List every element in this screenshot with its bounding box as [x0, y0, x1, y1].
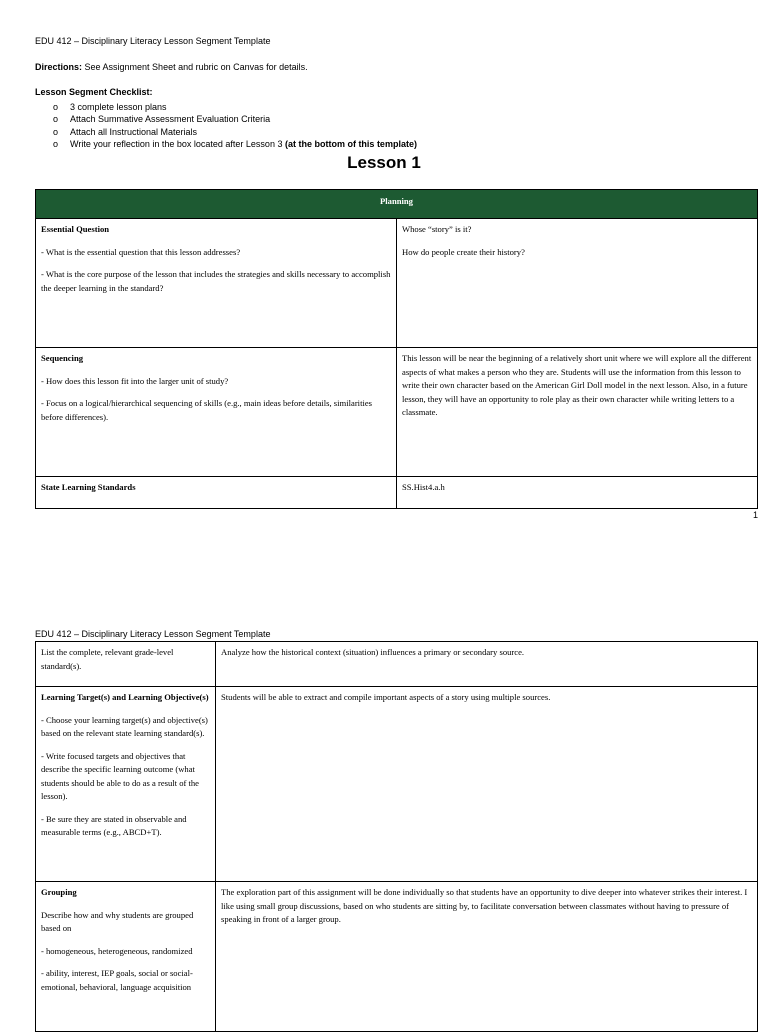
prompt-text: - How does this lesson fit into the larger unit of study?: [41, 375, 229, 386]
bullet-marker: o: [53, 126, 59, 137]
directions-text: See Assignment Sheet and rubric on Canvas for details.: [82, 62, 308, 72]
template-row: [36, 477, 758, 509]
template-row: [36, 642, 758, 687]
directions-label: Directions:: [35, 62, 83, 72]
prompt-text: List the complete, relevant grade-level standard(s).: [41, 647, 174, 671]
page-number: 1: [753, 510, 759, 520]
response-text: SS.Hist4.a.h: [402, 482, 445, 492]
checklist-title: Lesson Segment Checklist:: [35, 87, 153, 97]
response-text: How do people create their history?: [402, 246, 525, 257]
template-row: [36, 687, 758, 882]
document-header-page-2: EDU 412 – Disciplinary Literacy Lesson Segment Template: [35, 629, 271, 639]
document-header: EDU 412 – Disciplinary Literacy Lesson Segment Template: [35, 36, 271, 46]
bullet-marker: o: [53, 138, 59, 149]
template-row: [36, 882, 758, 1032]
prompt-text: - homogeneous, heterogeneous, randomized: [41, 945, 193, 956]
prompt-text: - What is the core purpose of the lesson that includes the strategies and skills necessary to accomplish the deeper learning in the standard?: [41, 269, 391, 293]
bullet-marker: o: [53, 102, 59, 112]
checklist-item-text: Attach all Instructional Materials: [70, 126, 198, 137]
bullet-marker: o: [53, 114, 59, 125]
prompt-cell: [36, 219, 397, 348]
checklist-item-text: Write your reflection in the box located after Lesson 3: [70, 138, 285, 149]
prompt-text: - What is the essential question that this lesson addresses?: [41, 246, 241, 257]
checklist-item: [53, 113, 417, 125]
planning-band-row: [36, 190, 758, 219]
prompt-text: - Choose your learning target(s) and objective(s) based on the relevant state learning standard(s).: [41, 714, 208, 738]
row-heading: Learning Target(s) and Learning Objective(s): [41, 692, 209, 702]
prompt-text: - Be sure they are stated in observable and measurable terms (e.g., ABCD+T).: [41, 813, 187, 837]
response-cell[interactable]: [216, 642, 758, 687]
response-text: Students will be able to extract and compile important aspects of a story using multiple sources.: [221, 692, 551, 702]
directions: [35, 62, 308, 73]
response-cell[interactable]: [397, 477, 758, 509]
response-cell[interactable]: [216, 882, 758, 1032]
row-heading: Sequencing: [41, 353, 84, 363]
checklist-item-emphasis: (at the bottom of this template): [284, 138, 417, 149]
row-heading: State Learning Standards: [41, 482, 136, 492]
response-cell[interactable]: [397, 348, 758, 477]
checklist-item: [53, 138, 417, 150]
checklist-item: [53, 101, 417, 113]
prompt-text: - Focus on a logical/hierarchical sequencing of skills (e.g., main ideas before details, similarities before differences).: [41, 398, 372, 422]
prompt-text: - ability, interest, IEP goals, social or social-emotional, behavioral, language acquisition: [41, 968, 193, 992]
prompt-cell: [36, 348, 397, 477]
prompt-cell: [36, 642, 216, 687]
lesson-title: Lesson 1: [347, 153, 421, 172]
prompt-text: Describe how and why students are grouped based on: [41, 909, 194, 933]
checklist: [53, 101, 417, 150]
response-text: Whose “story” is it?: [402, 224, 472, 234]
lesson-plan-table-continued: [35, 641, 758, 1032]
checklist-item: [53, 126, 417, 138]
response-text: The exploration part of this assignment will be done individually so that students have an opportunity to dive deeper into whatever strikes their interest. I like using small group discussions, based on who students are sitting by, to facilitate conversation between classmates without having to pressure of speaking in front of a larger group.: [221, 887, 748, 924]
checklist-item-text: Attach Summative Assessment Evaluation Criteria: [70, 114, 271, 125]
prompt-cell: [36, 477, 397, 509]
checklist-item-text: 3 complete lesson plans: [70, 102, 167, 112]
row-heading: Grouping: [41, 887, 77, 897]
response-text: Analyze how the historical context (situation) influences a primary or secondary source.: [221, 647, 525, 657]
prompt-cell: [36, 687, 216, 882]
response-text: This lesson will be near the beginning of a relatively short unit where we will explore all the different aspects of what makes a person who they are. Students will use the information from this lesson to write their own character based on the American Girl Doll model in the next lesson. Also, in a future lesson, they will have an opportunity to role play as their own character while writing letters to a classmate.: [402, 353, 752, 417]
response-cell[interactable]: [397, 219, 758, 348]
lesson-plan-table: [35, 189, 758, 509]
prompt-cell: [36, 882, 216, 1032]
row-heading: Essential Question: [41, 224, 110, 234]
prompt-text: - Write focused targets and objectives that describe the specific learning outcome (what students should be able to do as a result of the lesson).: [41, 750, 199, 801]
template-row: [36, 219, 758, 348]
response-cell[interactable]: [216, 687, 758, 882]
planning-band: Planning: [36, 190, 758, 219]
template-row: [36, 348, 758, 477]
